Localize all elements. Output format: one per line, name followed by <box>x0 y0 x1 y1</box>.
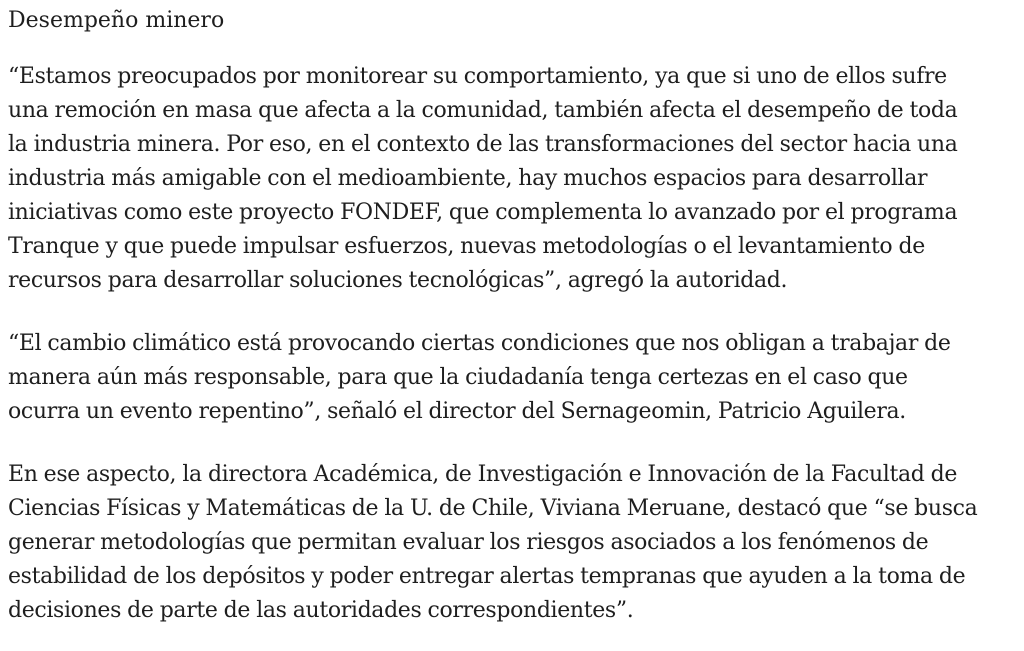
paragraph-line: “Estamos preocupados por monitorear su comportamiento, ya que si uno de ellos sufre <box>8 64 947 89</box>
paragraph-line: Tranque y que puede impulsar esfuerzos, nuevas metodologías o el levantamiento de <box>8 234 925 259</box>
paragraph-line: En ese aspecto, la directora Académica, de Investigación e Innovación de la Facultad de <box>8 462 958 487</box>
paragraph-line: estabilidad de los depósitos y poder entregar alertas tempranas que ayuden a la toma de <box>8 564 966 589</box>
paragraph-line: industria más amigable con el medioambiente, hay muchos espacios para desarrollar <box>8 166 928 191</box>
paragraph-line: generar metodologías que permitan evaluar los riesgos asociados a los fenómenos de <box>8 530 929 555</box>
paragraph-line: iniciativas como este proyecto FONDEF, que complementa lo avanzado por el programa <box>8 200 958 225</box>
paragraph-3 <box>8 458 1016 628</box>
paragraph-line: una remoción en masa que afecta a la comunidad, también afecta el desempeño de toda <box>8 98 958 123</box>
paragraph-line: decisiones de parte de las autoridades correspondientes”. <box>8 598 634 623</box>
paragraph-line: manera aún más responsable, para que la ciudadanía tenga certezas en el caso que <box>8 365 908 390</box>
paragraph-line: recursos para desarrollar soluciones tecnológicas”, agregó la autoridad. <box>8 268 788 293</box>
paragraph-line: la industria minera. Por eso, en el contexto de las transformaciones del sector hacia una <box>8 132 958 157</box>
paragraph-line: “El cambio climático está provocando ciertas condiciones que nos obligan a trabajar de <box>8 331 951 356</box>
paragraph-1 <box>8 60 1016 298</box>
paragraph-2 <box>8 327 1016 429</box>
section-heading: Desempeño minero <box>8 8 225 33</box>
paragraph-line: Ciencias Físicas y Matemáticas de la U. de Chile, Viviana Meruane, destacó que “se busca <box>8 496 978 521</box>
paragraph-line: ocurra un evento repentino”, señaló el director del Sernageomin, Patricio Aguilera. <box>8 399 906 424</box>
